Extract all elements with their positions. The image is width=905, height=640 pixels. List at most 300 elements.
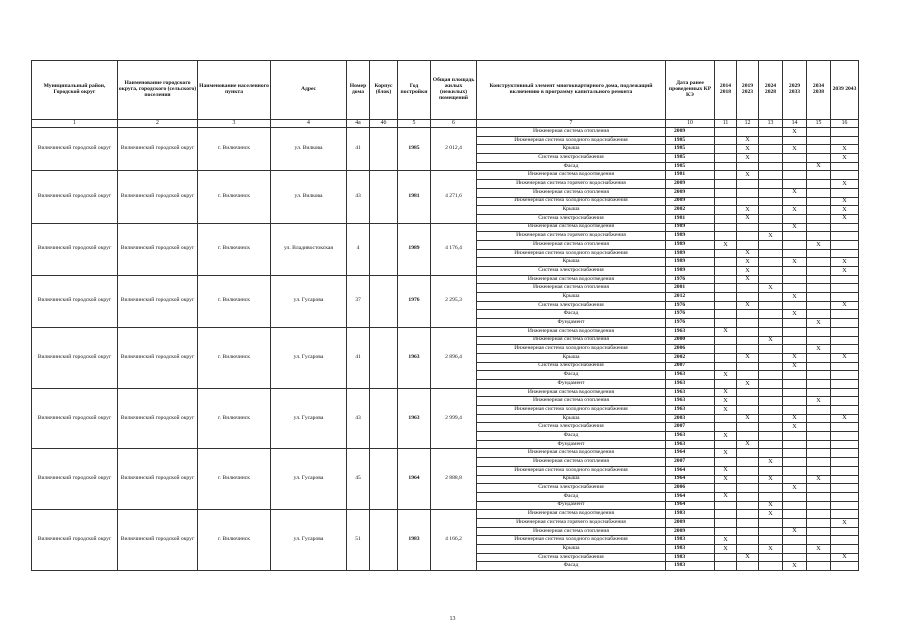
element-name-cell: Инженерная система отопления [477, 458, 666, 467]
period-mark-cell: X [715, 545, 737, 554]
period-mark-cell [783, 536, 807, 545]
period-mark-cell [831, 527, 859, 536]
period-mark-cell [759, 145, 783, 154]
repair-date-cell: 1963 [666, 388, 715, 397]
repair-date-cell: 2009 [666, 197, 715, 206]
period-mark-cell: X [831, 214, 859, 223]
element-name-cell: Фундамент [477, 501, 666, 510]
period-mark-cell [807, 432, 831, 441]
repair-date-cell: 1964 [666, 475, 715, 484]
period-mark-cell: X [737, 249, 759, 258]
element-name-cell: Инженерная система отопления [477, 240, 666, 249]
period-mark-cell: X [807, 319, 831, 328]
repair-date-cell: 1989 [666, 232, 715, 241]
period-mark-cell: X [831, 180, 859, 189]
period-mark-cell: X [737, 379, 759, 388]
period-mark-cell [783, 432, 807, 441]
period-mark-cell [737, 223, 759, 232]
period-mark-cell [831, 136, 859, 145]
period-mark-cell [831, 406, 859, 415]
period-mark-cell: X [759, 284, 783, 293]
period-mark-cell: X [715, 240, 737, 249]
element-name-cell: Фундамент [477, 319, 666, 328]
period-mark-cell [783, 214, 807, 223]
period-mark-cell: X [715, 536, 737, 545]
municipality-cell: Вилючинский городской округ [118, 388, 198, 449]
period-mark-cell [831, 388, 859, 397]
period-mark-cell: X [831, 197, 859, 206]
period-mark-cell [737, 423, 759, 432]
period-mark-cell [783, 136, 807, 145]
period-mark-cell [715, 275, 737, 284]
municipality-cell: Вилючинский городской округ [118, 223, 198, 275]
period-mark-cell [759, 197, 783, 206]
period-mark-cell [715, 423, 737, 432]
period-mark-cell [783, 301, 807, 310]
period-mark-cell: X [715, 406, 737, 415]
element-name-cell: Система электроснабжения [477, 267, 666, 276]
period-mark-cell [715, 145, 737, 154]
period-mark-cell [783, 475, 807, 484]
element-name-cell: Инженерная система холодного водоснабжения [477, 136, 666, 145]
element-name-cell: Фасад [477, 562, 666, 571]
period-mark-cell [715, 162, 737, 171]
period-mark-cell [759, 223, 783, 232]
element-name-cell: Инженерная система водоотведения [477, 327, 666, 336]
period-mark-cell [807, 510, 831, 519]
municipality-cell: Вилючинский городской округ [118, 510, 198, 571]
period-mark-cell [831, 327, 859, 336]
settlement-cell: г. Вилючинск [198, 171, 271, 223]
repair-date-cell: 2000 [666, 336, 715, 345]
period-mark-cell [759, 362, 783, 371]
period-mark-cell [715, 136, 737, 145]
column-number: 14 [783, 120, 807, 128]
period-mark-cell: X [737, 136, 759, 145]
period-mark-cell [715, 562, 737, 571]
period-mark-cell [715, 501, 737, 510]
table-row [32, 223, 859, 232]
period-mark-cell [783, 440, 807, 449]
area-cell: 4 271,6 [431, 171, 477, 223]
period-mark-cell [831, 275, 859, 284]
area-cell: 4 166,2 [431, 510, 477, 571]
area-cell: 2 888,8 [431, 449, 477, 510]
period-mark-cell [715, 171, 737, 180]
period-mark-cell [831, 362, 859, 371]
period-mark-cell [807, 484, 831, 493]
period-mark-cell: X [737, 414, 759, 423]
period-mark-cell [759, 128, 783, 137]
element-name-cell: Крыша [477, 258, 666, 267]
repair-date-cell: 1981 [666, 214, 715, 223]
period-mark-cell [737, 336, 759, 345]
header-cell: Номер дома [347, 61, 370, 120]
period-mark-cell [759, 432, 783, 441]
period-mark-cell [715, 458, 737, 467]
element-name-cell: Система электроснабжения [477, 154, 666, 163]
period-mark-cell: X [807, 475, 831, 484]
period-mark-cell [831, 458, 859, 467]
period-mark-cell: X [783, 353, 807, 362]
house-number-cell: 37 [347, 275, 370, 327]
period-mark-cell: X [783, 293, 807, 302]
period-mark-cell [807, 188, 831, 197]
period-mark-cell [759, 449, 783, 458]
period-mark-cell: X [783, 258, 807, 267]
element-name-cell: Инженерная система водоотведения [477, 275, 666, 284]
repair-date-cell: 1976 [666, 301, 715, 310]
period-mark-cell [737, 510, 759, 519]
period-mark-cell [759, 293, 783, 302]
period-mark-cell [715, 310, 737, 319]
house-number-cell: 41 [347, 327, 370, 388]
element-name-cell: Крыша [477, 414, 666, 423]
period-mark-cell [715, 336, 737, 345]
element-name-cell: Инженерная система холодного водоснабжения [477, 466, 666, 475]
period-mark-cell [807, 197, 831, 206]
period-mark-cell [807, 449, 831, 458]
settlement-cell: г. Вилючинск [198, 327, 271, 388]
period-mark-cell [715, 440, 737, 449]
municipality-cell: Вилючинский городской округ [118, 171, 198, 223]
period-mark-cell [831, 536, 859, 545]
column-number: 11 [715, 120, 737, 128]
repair-date-cell: 2006 [666, 484, 715, 493]
period-mark-cell [759, 154, 783, 163]
element-name-cell: Инженерная система отопления [477, 336, 666, 345]
period-mark-cell [737, 310, 759, 319]
period-mark-cell [783, 345, 807, 354]
period-mark-cell [831, 232, 859, 241]
municipality-cell: Вилючинский городской округ [118, 128, 198, 171]
year-built-cell: 1989 [398, 223, 431, 275]
element-name-cell: Инженерная система отопления [477, 188, 666, 197]
period-mark-cell [737, 406, 759, 415]
repair-date-cell: 1989 [666, 258, 715, 267]
settlement-cell: г. Вилючинск [198, 449, 271, 510]
period-mark-cell: X [759, 501, 783, 510]
period-mark-cell [807, 327, 831, 336]
repair-date-cell: 1963 [666, 406, 715, 415]
street-cell: ул. Гусарова [271, 510, 347, 571]
period-mark-cell [737, 475, 759, 484]
block-cell [370, 223, 398, 275]
header-cell: Год постройки [398, 61, 431, 120]
element-name-cell: Система электроснабжения [477, 553, 666, 562]
period-mark-cell [737, 527, 759, 536]
period-mark-cell [759, 388, 783, 397]
period-mark-cell [715, 258, 737, 267]
element-name-cell: Крыша [477, 145, 666, 154]
period-mark-cell [759, 440, 783, 449]
period-mark-cell [807, 258, 831, 267]
period-mark-cell: X [715, 492, 737, 501]
period-mark-cell [783, 397, 807, 406]
period-mark-cell: X [715, 449, 737, 458]
repair-date-cell: 1964 [666, 492, 715, 501]
element-name-cell: Инженерная система водоотведения [477, 388, 666, 397]
period-mark-cell [807, 501, 831, 510]
period-mark-cell [807, 275, 831, 284]
element-name-cell: Инженерная система водоотведения [477, 171, 666, 180]
period-mark-cell [807, 518, 831, 527]
area-cell: 2 896,4 [431, 327, 477, 388]
header-cell: 2024 2028 [759, 61, 783, 120]
settlement-cell: г. Вилючинск [198, 128, 271, 171]
period-mark-cell [807, 414, 831, 423]
period-mark-cell: X [759, 336, 783, 345]
period-mark-cell [831, 293, 859, 302]
repair-date-cell: 1985 [666, 154, 715, 163]
period-mark-cell [807, 362, 831, 371]
repair-date-cell: 1964 [666, 466, 715, 475]
repair-date-cell: 2007 [666, 458, 715, 467]
period-mark-cell [715, 232, 737, 241]
period-mark-cell [831, 162, 859, 171]
street-cell: ул. Вилкова [271, 171, 347, 223]
column-number: 16 [831, 120, 859, 128]
period-mark-cell [783, 154, 807, 163]
repair-date-cell: 2007 [666, 423, 715, 432]
period-mark-cell [783, 284, 807, 293]
year-built-cell: 1964 [398, 449, 431, 510]
header-cell: 2034 2038 [807, 61, 831, 120]
period-mark-cell [783, 327, 807, 336]
year-built-cell: 1981 [398, 171, 431, 223]
period-mark-cell [783, 240, 807, 249]
period-mark-cell [807, 458, 831, 467]
period-mark-cell [715, 553, 737, 562]
period-mark-cell: X [807, 345, 831, 354]
column-number-row [32, 120, 859, 128]
period-mark-cell: X [715, 371, 737, 380]
period-mark-cell [807, 310, 831, 319]
repair-date-cell: 1981 [666, 171, 715, 180]
block-cell [370, 327, 398, 388]
header-cell: 2039 2043 [831, 61, 859, 120]
header-cell: Дата ранее проведенных КР КЭ [666, 61, 715, 120]
repair-date-cell: 1963 [666, 371, 715, 380]
period-mark-cell [759, 345, 783, 354]
period-mark-cell [783, 510, 807, 519]
period-mark-cell: X [737, 353, 759, 362]
municipality-cell: Вилючинский городской округ [118, 449, 198, 510]
element-name-cell: Фасад [477, 432, 666, 441]
period-mark-cell: X [831, 414, 859, 423]
period-mark-cell [807, 301, 831, 310]
period-mark-cell [783, 388, 807, 397]
period-mark-cell [759, 406, 783, 415]
year-built-cell: 1976 [398, 275, 431, 327]
period-mark-cell [759, 275, 783, 284]
period-mark-cell [715, 319, 737, 328]
period-mark-cell [759, 180, 783, 189]
element-name-cell: Инженерная система холодного водоснабжения [477, 197, 666, 206]
repair-date-cell: 1985 [666, 162, 715, 171]
element-name-cell: Инженерная система холодного водоснабжения [477, 406, 666, 415]
block-cell [370, 171, 398, 223]
element-name-cell: Инженерная система отопления [477, 128, 666, 137]
repair-date-cell: 1983 [666, 562, 715, 571]
period-mark-cell [737, 458, 759, 467]
period-mark-cell: X [737, 145, 759, 154]
period-mark-cell: X [783, 562, 807, 571]
repair-date-cell: 2003 [666, 414, 715, 423]
period-mark-cell [759, 327, 783, 336]
header-row [32, 61, 859, 120]
period-mark-cell [807, 267, 831, 276]
period-mark-cell [783, 267, 807, 276]
period-mark-cell [807, 214, 831, 223]
period-mark-cell [831, 397, 859, 406]
period-mark-cell [831, 379, 859, 388]
period-mark-cell [807, 249, 831, 258]
period-mark-cell [759, 258, 783, 267]
repair-date-cell: 1985 [666, 136, 715, 145]
municipality-cell: Вилючинский городской округ [118, 275, 198, 327]
period-mark-cell [807, 232, 831, 241]
element-name-cell: Крыша [477, 206, 666, 215]
element-name-cell: Инженерная система горячего водоснабжения [477, 232, 666, 241]
repair-date-cell: 2009 [666, 518, 715, 527]
period-mark-cell [737, 397, 759, 406]
period-mark-cell [807, 353, 831, 362]
period-mark-cell [737, 162, 759, 171]
period-mark-cell [759, 188, 783, 197]
column-number: 10 [666, 120, 715, 128]
element-name-cell: Система электроснабжения [477, 362, 666, 371]
repair-date-cell: 1963 [666, 440, 715, 449]
period-mark-cell: X [715, 475, 737, 484]
block-cell [370, 128, 398, 171]
repair-date-cell: 2009 [666, 180, 715, 189]
period-mark-cell [715, 510, 737, 519]
header-cell: Общая площадь жилых (нежилых) помещений [431, 61, 477, 120]
period-mark-cell: X [831, 154, 859, 163]
settlement-cell: г. Вилючинск [198, 510, 271, 571]
period-mark-cell [831, 510, 859, 519]
year-built-cell: 1963 [398, 388, 431, 449]
period-mark-cell [715, 379, 737, 388]
period-mark-cell [715, 249, 737, 258]
period-mark-cell [807, 171, 831, 180]
header-cell: Конструктивный элемент многоквартирного дома, подлежащий включению в программу капитального ремонта [477, 61, 666, 120]
street-cell: ул. Гусарова [271, 449, 347, 510]
period-mark-cell [737, 518, 759, 527]
element-name-cell: Инженерная система водоотведения [477, 223, 666, 232]
element-name-cell: Фасад [477, 371, 666, 380]
repair-date-cell: 1964 [666, 449, 715, 458]
repair-date-cell: 2009 [666, 188, 715, 197]
period-mark-cell [759, 518, 783, 527]
period-mark-cell [759, 214, 783, 223]
period-mark-cell [759, 353, 783, 362]
house-number-cell: 41 [347, 128, 370, 171]
period-mark-cell: X [831, 206, 859, 215]
period-mark-cell [783, 501, 807, 510]
period-mark-cell [831, 492, 859, 501]
period-mark-cell [831, 336, 859, 345]
element-name-cell: Фундамент [477, 379, 666, 388]
period-mark-cell [715, 301, 737, 310]
period-mark-cell [831, 562, 859, 571]
period-mark-cell [783, 545, 807, 554]
period-mark-cell: X [831, 267, 859, 276]
period-mark-cell: X [807, 162, 831, 171]
period-mark-cell [737, 180, 759, 189]
header-cell: 2019 2023 [737, 61, 759, 120]
district-cell: Вилючинский городской округ [32, 223, 118, 275]
repair-date-cell: 1983 [666, 553, 715, 562]
block-cell [370, 510, 398, 571]
period-mark-cell [783, 379, 807, 388]
area-cell: 4 176,4 [431, 223, 477, 275]
street-cell: ул. Вилкова [271, 128, 347, 171]
period-mark-cell: X [783, 527, 807, 536]
period-mark-cell [783, 406, 807, 415]
period-mark-cell [759, 240, 783, 249]
period-mark-cell [737, 197, 759, 206]
street-cell: ул. Владивостокская [271, 223, 347, 275]
period-mark-cell [807, 371, 831, 380]
column-number: 15 [807, 120, 831, 128]
period-mark-cell [831, 545, 859, 554]
period-mark-cell [831, 284, 859, 293]
period-mark-cell: X [783, 223, 807, 232]
period-mark-cell [759, 319, 783, 328]
repair-date-cell: 1989 [666, 223, 715, 232]
period-mark-cell [715, 284, 737, 293]
period-mark-cell: X [737, 440, 759, 449]
period-mark-cell [737, 545, 759, 554]
district-cell: Вилючинский городской округ [32, 510, 118, 571]
table-row [32, 275, 859, 284]
period-mark-cell: X [783, 145, 807, 154]
repair-date-cell: 2007 [666, 362, 715, 371]
period-mark-cell [807, 553, 831, 562]
repair-date-cell: 1989 [666, 249, 715, 258]
period-mark-cell [807, 466, 831, 475]
period-mark-cell: X [737, 171, 759, 180]
year-built-cell: 1983 [398, 510, 431, 571]
element-name-cell: Крыша [477, 475, 666, 484]
house-number-cell: 43 [347, 388, 370, 449]
district-cell: Вилючинский городской округ [32, 171, 118, 223]
period-mark-cell [831, 240, 859, 249]
element-name-cell: Фасад [477, 492, 666, 501]
period-mark-cell [715, 214, 737, 223]
element-name-cell: Инженерная система водоотведения [477, 449, 666, 458]
table-row [32, 388, 859, 397]
period-mark-cell [715, 180, 737, 189]
block-cell [370, 275, 398, 327]
period-mark-cell [737, 562, 759, 571]
period-mark-cell [807, 136, 831, 145]
table-body [32, 128, 859, 571]
period-mark-cell [737, 128, 759, 137]
period-mark-cell [831, 128, 859, 137]
district-cell: Вилючинский городской округ [32, 449, 118, 510]
element-name-cell: Система электроснабжения [477, 484, 666, 493]
table-row [32, 171, 859, 180]
period-mark-cell [715, 414, 737, 423]
period-mark-cell [783, 336, 807, 345]
repair-date-cell: 1976 [666, 275, 715, 284]
element-name-cell: Инженерная система холодного водоснабжения [477, 345, 666, 354]
period-mark-cell [783, 466, 807, 475]
period-mark-cell [807, 536, 831, 545]
